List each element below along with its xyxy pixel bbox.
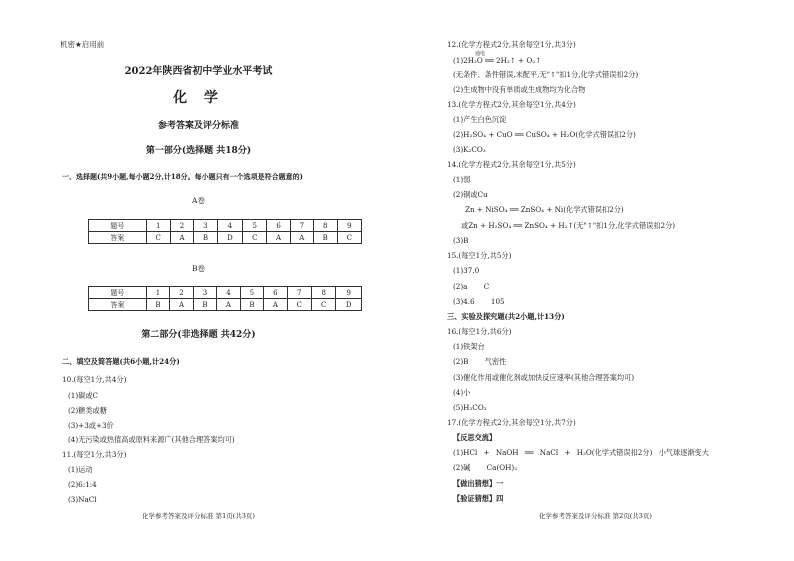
table-cell: B — [313, 232, 337, 244]
table-cell: C — [243, 232, 267, 244]
table-cell: C — [337, 232, 361, 244]
table-cell: 3 — [194, 220, 218, 232]
table-cell: C — [311, 299, 335, 311]
answer-line: (1)铁架台 — [453, 342, 485, 351]
table-cell: 2 — [170, 287, 193, 299]
answer-line: (1)2H₂O ══ 2H₂↑ + O₂↑ — [453, 56, 542, 65]
page-footer: 化学参考答案及评分标准 第2页(共3页) — [539, 512, 652, 520]
answer-line: (4)无污染或热值高或原料来源广(其他合理答案均可) — [68, 435, 235, 444]
table-cell: 题号 — [89, 287, 147, 299]
table-cell: 题号 — [89, 220, 147, 232]
answer-line: (1)37.0 — [453, 266, 480, 275]
page-footer: 化学参考答案及评分标准 第1页(共3页) — [142, 512, 255, 520]
answer-line: (3)K₂CO₃ — [453, 145, 486, 154]
section-heading: 二、填空及简答题(共6小题,计24分) — [62, 357, 180, 366]
table-cell: A — [217, 299, 240, 311]
bracket-heading-hypothesis: 【做出猜想】一 — [453, 479, 504, 488]
answer-line: (3)催化作用或催化剂或加快反应速率(其他合理答案均可) — [453, 373, 635, 382]
answer-table-b — [88, 286, 362, 311]
table-cell: 4 — [217, 287, 240, 299]
table-cell: 9 — [336, 287, 362, 299]
table-cell: 8 — [313, 220, 337, 232]
question-10-header: 10.(每空1分,共4分) — [62, 375, 127, 384]
answer-line: (2)碱 Ca(OH)₂ — [453, 463, 518, 472]
answer-line: (2)铜或Cu — [453, 190, 488, 199]
exam-title: 2022年陕西省初中学业水平考试 — [124, 66, 273, 77]
table-cell: 3 — [193, 287, 217, 299]
table-cell: C — [146, 232, 170, 244]
question-15-header: 15.(每空1分,共5分) — [447, 251, 512, 260]
answer-line: (2)B 气密性 — [453, 357, 507, 366]
table-cell: 4 — [217, 220, 242, 232]
right-page — [397, 0, 794, 561]
reaction-condition: 通电 — [475, 51, 486, 57]
answer-line: (2)H₂SO₄ + CuO ══ CuSO₄ + H₂O(化学式错误扣2分) — [453, 130, 636, 139]
answer-line: (无条件、条件错误,未配平,无"↑"扣1分,化学式错误扣2分) — [453, 70, 639, 79]
secret-label: 机密★启用前 — [60, 40, 105, 49]
answer-line: (4)小 — [453, 388, 471, 397]
table-cell: 2 — [170, 220, 193, 232]
question-17-header: 17.(化学方程式2分,其余每空1分,共7分) — [447, 418, 576, 427]
mc-instructions: 一、选择题(共9小题,每小题2分,计18分。每小题只有一个选项是符合题意的) — [62, 172, 303, 181]
table-cell: 6 — [267, 220, 290, 232]
answer-line: (2)a C — [453, 282, 490, 291]
table-cell: B — [193, 299, 217, 311]
table-cell: 6 — [264, 287, 287, 299]
table-cell: 5 — [243, 220, 267, 232]
table-row — [89, 220, 362, 232]
question-14-header: 14.(化学方程式2分,其余每空1分,共5分) — [447, 160, 576, 169]
table-cell: 9 — [337, 220, 361, 232]
bracket-heading-reflect: 【反思交流】 — [453, 433, 497, 442]
roll-a-label: A卷 — [192, 196, 205, 205]
table-cell: 1 — [146, 220, 170, 232]
doc-subtitle: 参考答案及评分标准 — [157, 121, 239, 131]
table-cell: D — [217, 232, 242, 244]
table-row — [89, 232, 362, 244]
table-cell: 7 — [287, 287, 311, 299]
answer-line: (1)碳或C — [68, 391, 99, 400]
answer-line: (5)H₂CO₃ — [453, 403, 487, 412]
table-cell: B — [240, 299, 264, 311]
table-cell: A — [170, 232, 193, 244]
answer-line: 或Zn + H₂SO₄ ══ ZnSO₄ + H₂↑(无"↑"扣1分,化学式错误扣2分) — [461, 221, 676, 230]
part1-title: 第一部分(选择题 共18分) — [145, 146, 252, 156]
bracket-heading-verify: 【验证猜想】四 — [453, 494, 504, 503]
table-cell: D — [336, 299, 362, 311]
table-cell: A — [170, 299, 193, 311]
table-cell: 答案 — [89, 299, 147, 311]
question-12-header: 12.(化学方程式2分,其余每空1分,共3分) — [447, 40, 576, 49]
table-cell: A — [264, 299, 287, 311]
answer-line: (3)B — [453, 236, 469, 245]
table-cell: 5 — [240, 287, 264, 299]
section-heading: 三、实验及探究题(共2小题,计13分) — [447, 312, 565, 321]
table-cell: 答案 — [89, 232, 147, 244]
question-16-header: 16.(每空1分,共6分) — [447, 327, 512, 336]
answer-line: (2)6:1:4 — [68, 480, 97, 489]
answer-line: (3)+3或+3价 — [68, 421, 114, 430]
table-cell: B — [146, 299, 170, 311]
question-11-header: 11.(每空1分,共3分) — [62, 450, 127, 459]
answer-line: (2)糖类或糖 — [68, 406, 107, 415]
part2-title: 第二部分(非选择题 共42分) — [141, 330, 256, 340]
answer-line: (2)生成物中没有单质或生成物均为化合物 — [453, 85, 586, 94]
answer-line: (3)NaCl — [68, 495, 97, 504]
subject-title: 化 学 — [173, 90, 224, 106]
answer-table-a — [88, 219, 362, 244]
table-row — [89, 287, 362, 299]
table-cell: 1 — [146, 287, 170, 299]
answer-line: (3)4.6 105 — [453, 297, 505, 306]
table-cell: 8 — [311, 287, 335, 299]
roll-b-label: B卷 — [191, 264, 205, 273]
table-row — [89, 299, 362, 311]
answer-line: (1)弱 — [453, 175, 471, 184]
question-13-header: 13.(化学方程式2分,其余每空1分,共4分) — [447, 100, 576, 109]
answer-line: (1)HCl + NaOH ══ NaCl + H₂O(化学式错误扣2分) 小气球逐渐变大 — [453, 448, 709, 457]
table-cell: B — [194, 232, 218, 244]
table-cell: A — [267, 232, 290, 244]
table-cell: 7 — [290, 220, 313, 232]
answer-line: (1)运动 — [68, 465, 93, 474]
table-cell: A — [290, 232, 313, 244]
table-cell: C — [287, 299, 311, 311]
answer-line: (1)产生白色沉淀 — [453, 115, 507, 124]
answer-line: Zn + NiSO₄ ══ ZnSO₄ + Ni(化学式错误扣2分) — [465, 205, 624, 214]
